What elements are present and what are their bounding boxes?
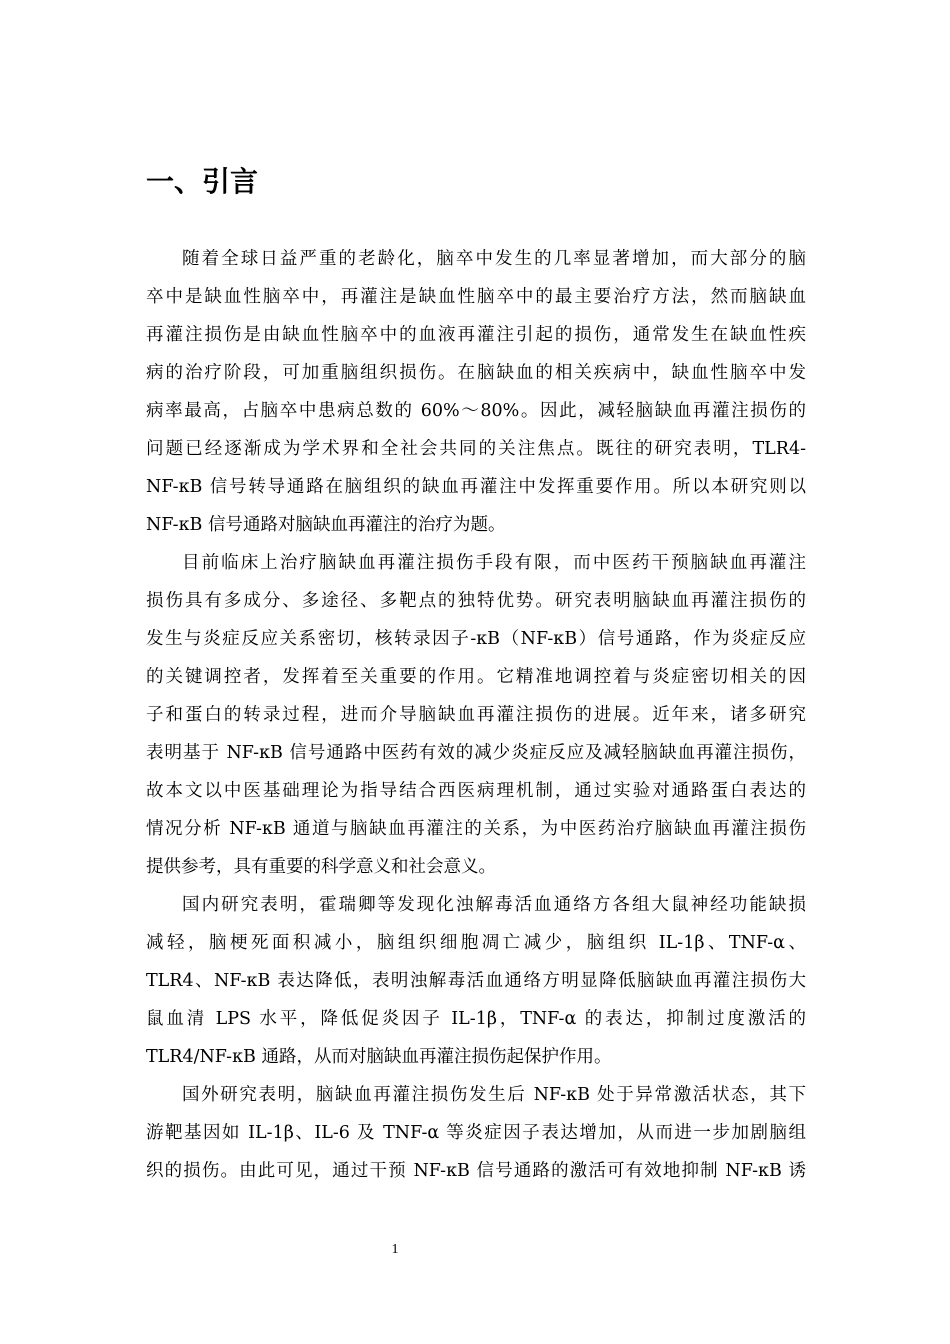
text-line: 损伤具有多成分、多途径、多靶点的独特优势。研究表明脑缺血再灌注损伤的 bbox=[146, 591, 806, 611]
text-line: TLR4/NF-κB 通路，从而对脑缺血再灌注损伤起保护作用。 bbox=[146, 1047, 612, 1067]
text-line: 再灌注损伤是由缺血性脑卒中的血液再灌注引起的损伤，通常发生在缺血性疾 bbox=[146, 325, 806, 345]
text-line: 病率最高，占脑卒中患病总数的 60%～80%。因此，减轻脑缺血再灌注损伤的 bbox=[146, 401, 806, 421]
page-number: 1 bbox=[391, 1242, 399, 1257]
text-line: 病的治疗阶段，可加重脑组织损伤。在脑缺血的相关疾病中，缺血性脑卒中发 bbox=[146, 363, 806, 383]
text-line: 游靶基因如 IL-1β、IL-6 及 TNF-α 等炎症因子表达增加，从而进一步加剧脑组 bbox=[146, 1123, 806, 1143]
section-heading: 一、引言 bbox=[146, 165, 259, 198]
text-line: 鼠血清 LPS 水平，降低促炎因子 IL-1β，TNF-α 的表达，抑制过度激活的 bbox=[146, 1009, 806, 1029]
text-line: 随着全球日益严重的老龄化，脑卒中发生的几率显著增加，而大部分的脑 bbox=[182, 249, 806, 269]
text-line: TLR4、NF-κB 表达降低，表明浊解毒活血通络方明显降低脑缺血再灌注损伤大 bbox=[146, 971, 806, 991]
text-line: 发生与炎症反应关系密切，核转录因子-κB（NF-κB）信号通路，作为炎症反应 bbox=[146, 629, 806, 649]
text-line: 提供参考，具有重要的科学意义和社会意义。 bbox=[146, 857, 496, 877]
text-line: 子和蛋白的转录过程，进而介导脑缺血再灌注损伤的进展。近年来，诸多研究 bbox=[146, 705, 806, 725]
text-line: 国外研究表明，脑缺血再灌注损伤发生后 NF-κB 处于异常激活状态，其下 bbox=[182, 1085, 806, 1105]
text-line: 问题已经逐渐成为学术界和全社会共同的关注焦点。既往的研究表明，TLR4- bbox=[146, 439, 806, 459]
text-line: 情况分析 NF-κB 通道与脑缺血再灌注的关系，为中医药治疗脑缺血再灌注损伤 bbox=[146, 819, 806, 839]
text-line: 故本文以中医基础理论为指导结合西医病理机制，通过实验对通路蛋白表达的 bbox=[146, 781, 806, 801]
text-line: 的关键调控者，发挥着至关重要的作用。它精准地调控着与炎症密切相关的因 bbox=[146, 667, 806, 687]
text-line: 织的损伤。由此可见，通过干预 NF-κB 信号通路的激活可有效地抑制 NF-κB 诱 bbox=[146, 1161, 806, 1181]
text-line: 表明基于 NF-κB 信号通路中医药有效的减少炎症反应及减轻脑缺血再灌注损伤， bbox=[146, 743, 806, 763]
text-line: NF-κB 信号转导通路在脑组织的缺血再灌注中发挥重要作用。所以本研究则以 bbox=[146, 477, 806, 497]
text-line: 目前临床上治疗脑缺血再灌注损伤手段有限，而中医药干预脑缺血再灌注 bbox=[182, 553, 806, 573]
text-line: 国内研究表明，霍瑞卿等发现化浊解毒活血通络方各组大鼠神经功能缺损 bbox=[182, 895, 806, 915]
text-line: 卒中是缺血性脑卒中，再灌注是缺血性脑卒中的最主要治疗方法，然而脑缺血 bbox=[146, 287, 806, 307]
text-line: NF-κB 信号通路对脑缺血再灌注的治疗为题。 bbox=[146, 515, 506, 535]
text-line: 减轻，脑梗死面积减小，脑组织细胞凋亡减少，脑组织 IL-1β、TNF-α、 bbox=[146, 933, 806, 953]
